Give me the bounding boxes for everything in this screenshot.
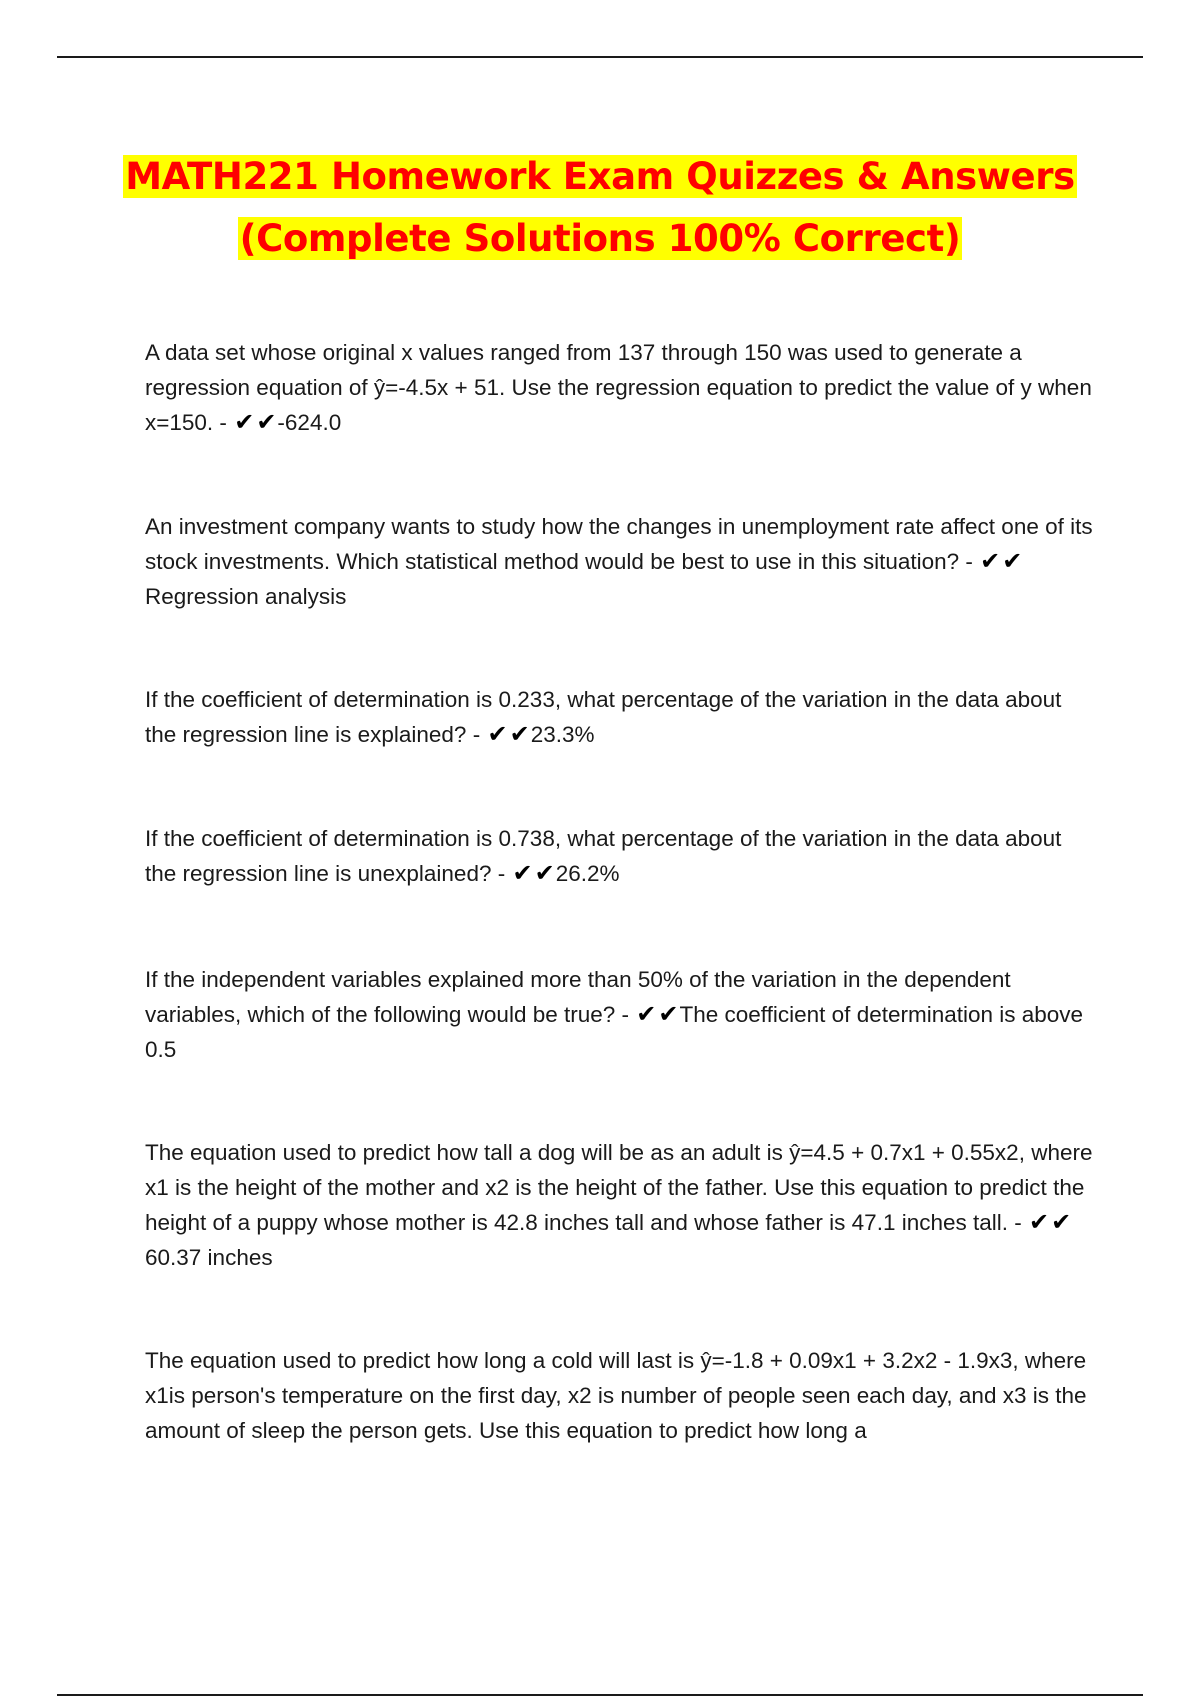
- top-rule: [57, 56, 1143, 58]
- title-line-1: MATH221 Homework Exam Quizzes & Answers: [125, 155, 1075, 198]
- check-icon: ✔: [234, 409, 255, 436]
- answer-text: 60.37 inches: [145, 1245, 273, 1270]
- qa-item: [145, 1343, 1095, 1448]
- question-text: A data set whose original x values ranged from 137 through 150 was used to generate a regression equation of ŷ=-4.5x + 51. Use the regression equation to predict the value of y when x=150. -: [145, 340, 1092, 435]
- check-icon: ✔: [1002, 548, 1023, 575]
- question-text: If the coefficient of determination is 0.738, what percentage of the variation in the data about the regression line is unexplained? -: [145, 826, 1062, 886]
- bottom-rule: [57, 1694, 1143, 1696]
- answer-text: The coefficient of determination is above 0.5: [145, 1002, 1084, 1062]
- question-text: The equation used to predict how tall a dog will be as an adult is ŷ=4.5 + 0.7x1 + 0.55x2, where x1 is the height of the mother and x2 is the height of the father. Use this equation to predict the height of a puppy whose mother is 42.8 inches tall and whose father is 47.1 inches tall. -: [145, 1140, 1093, 1235]
- question-text: The equation used to predict how long a cold will last is ŷ=-1.8 + 0.09x1 + 3.2x2 - 1.9x3, where x1is person's temperature on the first day, x2 is number of people seen each day, and x3 is the amount of sleep the person gets. Use this equation to predict how long a: [145, 1348, 1087, 1443]
- question-text: An investment company wants to study how the changes in unemployment rate affect one of its stock investments. Which statistical method would be best to use in this situation? -: [145, 514, 1093, 574]
- check-icon: ✔: [512, 860, 533, 887]
- check-icon: ✔: [509, 721, 530, 748]
- answer-text: 26.2%: [555, 861, 620, 886]
- qa-item: [145, 509, 1095, 614]
- check-icon: ✔: [980, 548, 1001, 575]
- qa-item: [145, 821, 1095, 891]
- check-icon: ✔: [256, 409, 277, 436]
- question-text: If the coefficient of determination is 0.233, what percentage of the variation in the data about the regression line is explained? -: [145, 687, 1062, 747]
- answer-text: -624.0: [277, 410, 342, 435]
- answer-text: 23.3%: [530, 722, 595, 747]
- answer-text: Regression analysis: [145, 584, 347, 609]
- check-icon: ✔: [487, 721, 508, 748]
- qa-item: [145, 962, 1095, 1067]
- check-icon: ✔: [1051, 1209, 1072, 1236]
- check-icon: ✔: [1029, 1209, 1050, 1236]
- check-icon: ✔: [658, 1001, 679, 1028]
- question-text: If the independent variables explained more than 50% of the variation in the dependent variables, which of the following would be true? -: [145, 967, 1011, 1027]
- qa-item: [145, 1135, 1095, 1275]
- qa-item: [145, 682, 1095, 752]
- qa-item: [145, 335, 1095, 440]
- document-title: [0, 146, 1200, 270]
- title-line-2: (Complete Solutions 100% Correct): [239, 217, 961, 260]
- check-icon: ✔: [636, 1001, 657, 1028]
- check-icon: ✔: [534, 860, 555, 887]
